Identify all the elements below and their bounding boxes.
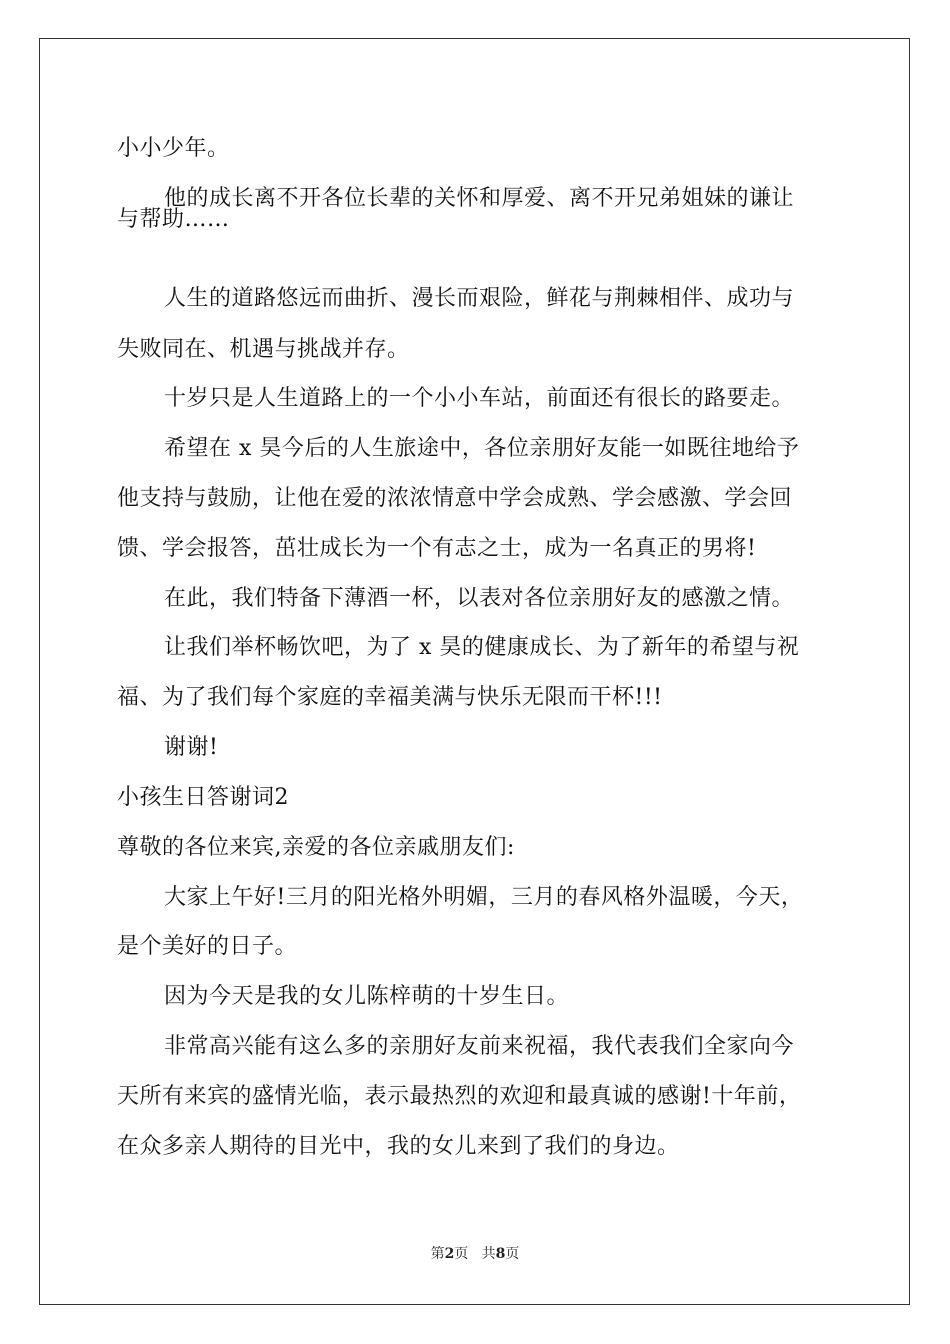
text-line: 是个美好的日子。 <box>117 934 298 959</box>
footer-page-number: 2 <box>444 1246 455 1262</box>
paragraph-line: 在此，我们特备下薄酒一杯，以表对各位亲朋好友的感激之情。 <box>164 586 795 611</box>
text-line: 在众多亲人期待的目光中，我的女儿来到了我们的身边。 <box>117 1134 680 1159</box>
paragraph-line: 人生的道路悠远而曲折、漫长而艰险，鲜花与荆棘相伴、成功与 <box>164 286 795 311</box>
paragraph-line: 大家上午好!三月的阳光格外明媚，三月的春风格外温暖，今天， <box>164 885 804 910</box>
footer-total-pages: 8 <box>495 1246 506 1262</box>
text-line: 与帮助…… <box>117 207 230 232</box>
text-line: 小小少年。 <box>117 136 230 161</box>
paragraph-line: 谢谢! <box>164 735 219 760</box>
footer-prefix: 第 <box>430 1246 445 1262</box>
paragraph-line: 希望在 x 昊今后的人生旅途中，各位亲朋好友能一如既往地给予 <box>164 436 800 461</box>
footer-total-suffix: 页 <box>505 1246 520 1262</box>
paragraph-line: 他的成长离不开各位长辈的关怀和厚爱、离不开兄弟姐妹的谦让 <box>164 186 795 211</box>
paragraph-line: 因为今天是我的女儿陈梓萌的十岁生日。 <box>164 984 570 1009</box>
paragraph-line: 非常高兴能有这么多的亲朋好友前来祝福，我代表我们全家向今 <box>164 1034 795 1059</box>
page-footer <box>0 1244 950 1264</box>
text-line: 馈、学会报答，茁壮成长为一个有志之士，成为一名真正的男将! <box>117 536 757 561</box>
text-line: 天所有来宾的盛情光临，表示最热烈的欢迎和最真诚的感谢!十年前， <box>117 1084 802 1109</box>
text-line: 失败同在、机遇与挑战并存。 <box>117 337 410 362</box>
section-heading: 小孩生日答谢词2 <box>117 785 289 810</box>
text-line: 福、为了我们每个家庭的幸福美满与快乐无限而干杯!!! <box>117 685 663 710</box>
paragraph-line: 十岁只是人生道路上的一个小小车站，前面还有很长的路要走。 <box>164 386 795 411</box>
footer-total-prefix: 共 <box>481 1246 496 1262</box>
salutation: 尊敬的各位来宾,亲爱的各位亲戚朋友们: <box>117 835 515 860</box>
footer-page-suffix: 页 <box>454 1246 469 1262</box>
paragraph-line: 让我们举杯畅饮吧，为了 x 昊的健康成长、为了新年的希望与祝 <box>164 635 800 660</box>
text-line: 他支持与鼓励，让他在爱的浓浓情意中学会成熟、学会感激、学会回 <box>117 486 793 511</box>
